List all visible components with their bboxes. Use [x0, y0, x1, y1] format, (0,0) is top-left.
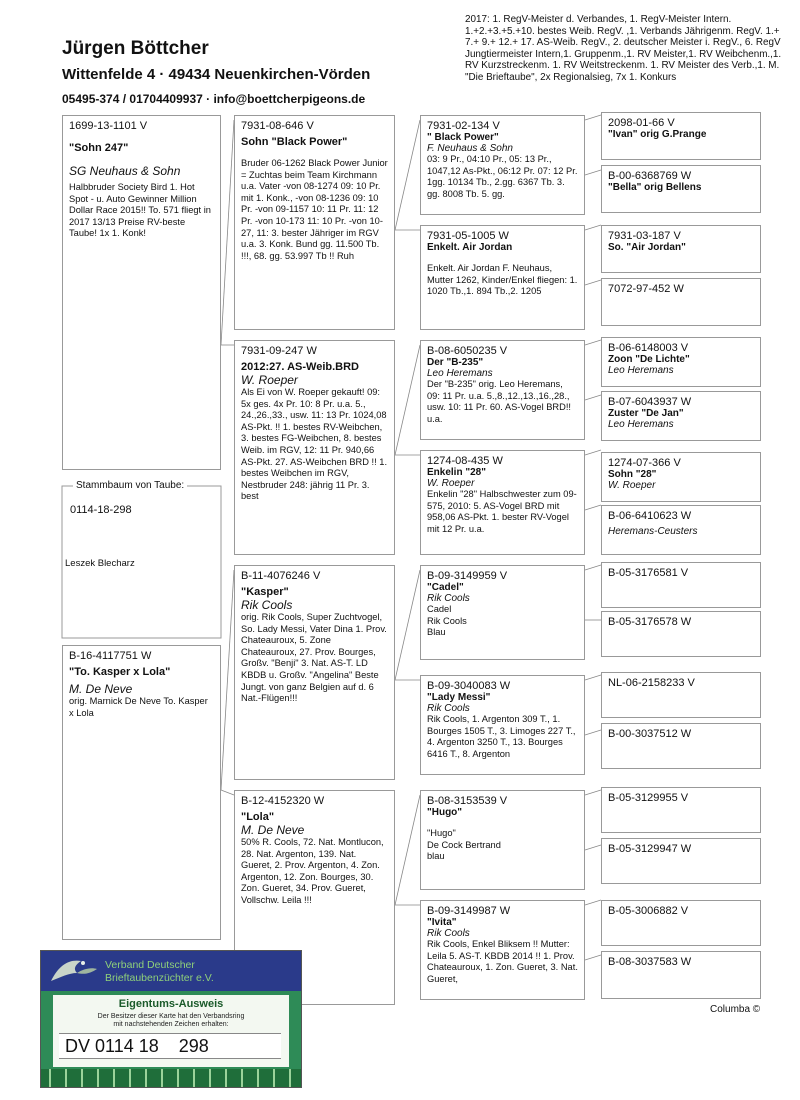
- gen4-name: "Bella" orig Bellens: [608, 182, 702, 193]
- gen2-card[interactable]: [234, 340, 395, 555]
- card-text1: Der Besitzer dieser Karte hat den Verbandsring: [97, 1013, 245, 1020]
- gen3-name: "Cadel": [427, 582, 464, 593]
- gen3-desc: Der "B-235" orig. Leo Heremans, 09: 11 Pr. u.a. 5.,8.,12.,13.,16.,28., usw. 10: 11 Pr. 60. AS-Vogel BRD!! u.a.: [427, 379, 572, 424]
- gen3-card[interactable]: [420, 900, 585, 1000]
- gen2-name: "Lola": [241, 811, 275, 823]
- dam-ring: B-16-4117751 W: [69, 650, 152, 662]
- gen4-card[interactable]: [601, 838, 761, 884]
- gen4-card[interactable]: [601, 225, 761, 273]
- gen2-breeder: Rik Cools: [241, 598, 293, 612]
- gen4-ring: B-06-6148003 V: [608, 342, 689, 354]
- gen3-name: "Lady Messi": [427, 692, 491, 703]
- gen4-card[interactable]: [601, 900, 761, 946]
- breeder-name: Jürgen Böttcher: [62, 38, 209, 59]
- gen3-card[interactable]: [420, 790, 585, 890]
- gen4-name: Zoon "De Lichte": [608, 354, 690, 365]
- gen4-card[interactable]: [601, 337, 761, 387]
- gen3-breeder: Rik Cools: [427, 593, 470, 604]
- gen2-desc: orig. Rik Cools, Super Zuchtvogel, So. Lady Messi, Vater Dina 1. Prov. Chateauroux, 5. Zone Chateauroux, 27. Prov. Bourges, Großv. "Benji" 3. Nat. AS-T. LD KBDB u. Großv. "Angelina" Beste Jungt. von ganz Belgien auf d. 6 Nat.-Flügen!!!: [241, 612, 387, 704]
- gen4-ring: B-06-6410623 W: [608, 510, 692, 522]
- gen3-desc: Enkelt. Air Jordan F. Neuhaus, Mutter 1262, Kinder/Enkel fliegen: 1. 1020 Tb.,1. 894 Tb.,2. 1205: [427, 263, 578, 297]
- gen3-ring: 1274-08-435 W: [427, 455, 503, 467]
- gen4-breeder: Heremans-Ceusters: [608, 526, 698, 537]
- gen2-name: 2012:27. AS-Weib.BRD: [241, 361, 359, 373]
- gen4-ring: 7931-03-187 V: [608, 230, 681, 242]
- gen4-ring: B-07-6043937 W: [608, 396, 692, 408]
- gen4-ring: B-00-3037512 W: [608, 728, 692, 740]
- gen3-ring: B-08-6050235 V: [427, 345, 508, 357]
- gen3-card[interactable]: [420, 115, 585, 215]
- gen3-breeder: Rik Cools: [427, 928, 470, 939]
- gen3-breeder: Rik Cools: [427, 703, 470, 714]
- gen4-ring: NL-06-2158233 V: [608, 677, 695, 689]
- gen4-card[interactable]: [601, 672, 761, 718]
- dam-desc: orig. Marnick De Neve To. Kasper x Lola: [69, 696, 208, 718]
- sire-desc: Halbbruder Society Bird 1. Hot Spot - u. Auto Gewinner Million Dollar Race 2015!! To. 571 fliegt in 2017 13/13 Preise RV-beste Taube! 1x 1. Konk!: [69, 182, 211, 239]
- gen4-breeder: W. Roeper: [608, 480, 656, 491]
- gen4-ring: B-05-3176578 W: [608, 616, 692, 628]
- card-org-line2: Brieftaubenzüchter e.V.: [105, 972, 214, 984]
- gen4-ring: B-05-3176581 V: [608, 567, 689, 579]
- card-ring-number: DV 0114 18 298: [59, 1033, 281, 1059]
- sire-ring: 1699-13-1101 V: [69, 120, 148, 132]
- breeder-achievements: 2017: 1. RegV-Meister d. Verbandes, 1. RegV-Meister Intern. 1.+2.+3.+5.+10. bestes Weib. RegV. ,1. Verbands Jährigenm. RegV. 1.+ 7.+ 9.+ 12.+ 17. AS-Weib. RegV., 2. deutscher Meister i. RegV., 6. RegV Jungtiermeister Intern,1. Gruppenm.,1. RV Meister,1. RV Weibchenm.,1. RV Kurzstreckenm. 1. RV Weitstreckenm. 1. RV Meister des Verb.,1. M. "Die Brieftaube", 2x Regionalsieg, 7x 1. Konkurs: [465, 14, 782, 83]
- pedigree-label: Stammbaum von Taube:: [73, 480, 187, 491]
- gen4-ring: B-00-6368769 W: [608, 170, 692, 182]
- gen3-ring: B-09-3149987 W: [427, 905, 511, 917]
- gen4-name: So. "Air Jordan": [608, 242, 686, 253]
- dam-card[interactable]: [62, 645, 221, 940]
- gen4-card[interactable]: [601, 452, 761, 502]
- gen3-name: "Ivita": [427, 917, 457, 928]
- gen2-name: Sohn "Black Power": [241, 136, 348, 148]
- card-pattern-strip: [41, 1069, 301, 1087]
- gen3-breeder: W. Roeper: [427, 478, 475, 489]
- card-org-line1: Verband Deutscher: [105, 959, 195, 971]
- gen2-desc: Bruder 06-1262 Black Power Junior = Zuchtas beim Team Kirchmann u.a. Vater -von 08-1274 09: 10 Pr. mit 1. Konk., -von 08-1236 09: 10 Pr. -von 09-1157 10: 11 Pr. 11: 12 Pr. -von 10-173 11: 10 Pr. -von 10-27, 11: 3. bester Jähriger im RGV u.a. 3. Konk. Bund gg. 11.500 Tb. !!!, 68. gg. 53.997 Tb !! Ruh: [241, 158, 388, 261]
- gen3-ring: B-08-3153539 V: [427, 795, 508, 807]
- gen3-desc: Enkelin "28" Halbschwester zum 09-575, 2010: 5. AS-Vogel BRD mit 958,06 AS-Pkt. 1. bester RV-Vogel mit 12 Pr. u.a.: [427, 489, 577, 534]
- gen3-breeder: F. Neuhaus & Sohn: [427, 143, 513, 154]
- gen2-breeder: W. Roeper: [241, 373, 298, 387]
- gen3-desc: Cadel Rik Cools Blau: [427, 604, 467, 638]
- gen4-ring: 1274-07-366 V: [608, 457, 681, 469]
- subject-owner: Leszek Blecharz: [65, 558, 135, 569]
- ownership-card: [40, 950, 302, 1088]
- gen4-ring: 7072-97-452 W: [608, 283, 684, 295]
- gen4-breeder: Leo Heremans: [608, 365, 674, 376]
- dam-breeder: M. De Neve: [69, 682, 133, 696]
- card-title: Eigentums-Ausweis: [118, 998, 224, 1010]
- subject-ring: 0114-18-298: [70, 504, 132, 516]
- gen4-ring: B-05-3129947 W: [608, 843, 692, 855]
- gen3-desc: "Hugo" De Cock Bertrand blau: [427, 828, 501, 862]
- gen3-card[interactable]: [420, 225, 585, 330]
- gen2-breeder: M. De Neve: [241, 823, 305, 837]
- gen4-card[interactable]: [601, 562, 761, 608]
- gen4-name: "Ivan" orig G.Prange: [608, 129, 707, 140]
- gen3-desc: Rik Cools, Enkel Bliksem !! Mutter: Leila 5. AS-T. KBDB 2014 !! 1. Prov. Chateauroux, 1. Zon. Gueret, 3. Nat. Gueret,: [427, 939, 578, 984]
- card-body: [53, 995, 289, 1067]
- gen3-name: Enkelin "28": [427, 467, 486, 478]
- sire-card[interactable]: [62, 115, 221, 470]
- breeder-contact: 05495-374 / 01704409937 · info@boettcherpigeons.de: [62, 92, 366, 106]
- gen4-ring: B-05-3129955 V: [608, 792, 689, 804]
- gen3-card[interactable]: [420, 340, 585, 440]
- gen4-breeder: Leo Heremans: [608, 419, 674, 430]
- gen3-name: Der "B-235": [427, 357, 484, 368]
- gen4-card[interactable]: [601, 112, 761, 160]
- gen3-card[interactable]: [420, 675, 585, 775]
- sire-breeder: SG Neuhaus & Sohn: [69, 164, 181, 178]
- gen3-desc: 03: 9 Pr., 04:10 Pr., 05: 13 Pr., 1047,12 As-Pkt., 06:12 Pr. 07: 12 Pr. 1gg. 10134 Tb., 2.gg. 6367 Tb. 3. gg. 8008 Tb. 5. gg.: [427, 154, 578, 199]
- gen3-ring: B-09-3040083 W: [427, 680, 511, 692]
- gen2-ring: 7931-09-247 W: [241, 345, 317, 357]
- gen3-ring: 7931-05-1005 W: [427, 230, 509, 242]
- software-credit: Columba ©: [710, 1004, 761, 1015]
- gen2-name: "Kasper": [241, 586, 289, 598]
- gen4-card[interactable]: [601, 951, 761, 999]
- dam-name: "To. Kasper x Lola": [69, 666, 171, 678]
- gen4-ring: B-05-3006882 V: [608, 905, 689, 917]
- gen4-card[interactable]: [601, 278, 761, 326]
- gen4-card[interactable]: [601, 391, 761, 441]
- gen3-ring: B-09-3149959 V: [427, 570, 508, 582]
- gen4-card[interactable]: [601, 787, 761, 833]
- gen4-card[interactable]: [601, 505, 761, 555]
- gen2-card[interactable]: [234, 115, 395, 330]
- gen3-breeder: Leo Heremans: [427, 368, 493, 379]
- gen3-name: "Hugo": [427, 807, 463, 818]
- gen3-ring: 7931-02-134 V: [427, 120, 500, 132]
- gen3-card[interactable]: [420, 450, 585, 555]
- gen3-desc: Rik Cools, 1. Argenton 309 T., 1. Bourges 1505 T., 3. Limoges 227 T., 4. Argenton 3250 T., 13. Bourges 6416 T., 8. Argenton: [427, 714, 576, 759]
- gen4-card[interactable]: [601, 723, 761, 769]
- gen2-desc: 50% R. Cools, 72. Nat. Montlucon, 28. Nat. Argenton, 139. Nat. Gueret, 2. Prov. Argenton, 4. Zon. Argenton, 12. Zon. Bourges, 30. Zon. Gueret, 34. Prov. Gueret, Vollschw. Leila !!!: [241, 837, 384, 905]
- gen2-ring: 7931-08-646 V: [241, 120, 314, 132]
- sire-name: "Sohn 247": [69, 142, 129, 154]
- gen2-ring: B-11-4076246 V: [241, 570, 321, 582]
- gen4-ring: 2098-01-66 V: [608, 117, 675, 129]
- gen4-name: Zuster "De Jan": [608, 408, 684, 419]
- breeder-address: Wittenfelde 4 · 49434 Neuenkirchen-Vörden: [62, 66, 371, 83]
- gen2-ring: B-12-4152320 W: [241, 795, 325, 807]
- gen3-name: Enkelt. Air Jordan: [427, 242, 513, 253]
- dove-logo-icon: [47, 955, 101, 987]
- gen4-name: Sohn "28": [608, 469, 657, 480]
- card-header: [41, 951, 301, 991]
- gen2-desc: Als Ei von W. Roeper gekauft! 09: 5x ges. 4x Pr. 10: 8 Pr. u.a. 5., 24.,26.,33., usw. 11: 13 Pr. 1024,08 AS-Pkt. !! 1. bestes RV-Weibchen, 3. bestes FG-Weibchen, 8. bestes Weib. im RGV, 12: 11 Pr. 940,66 AS-Pkt. 27. AS-Weibchen BRD !! 1. bestes Weibchen im RGV, Nestbruder 248: jährig 11 Pr. 3. best: [241, 387, 388, 502]
- gen4-card[interactable]: [601, 165, 761, 213]
- card-text2: mit nachstehenden Zeichen erhalten:: [113, 1021, 229, 1028]
- gen4-card[interactable]: [601, 611, 761, 657]
- gen4-ring: B-08-3037583 W: [608, 956, 692, 968]
- gen3-name: " Black Power": [427, 132, 499, 143]
- gen3-card[interactable]: [420, 565, 585, 660]
- gen2-card[interactable]: [234, 565, 395, 780]
